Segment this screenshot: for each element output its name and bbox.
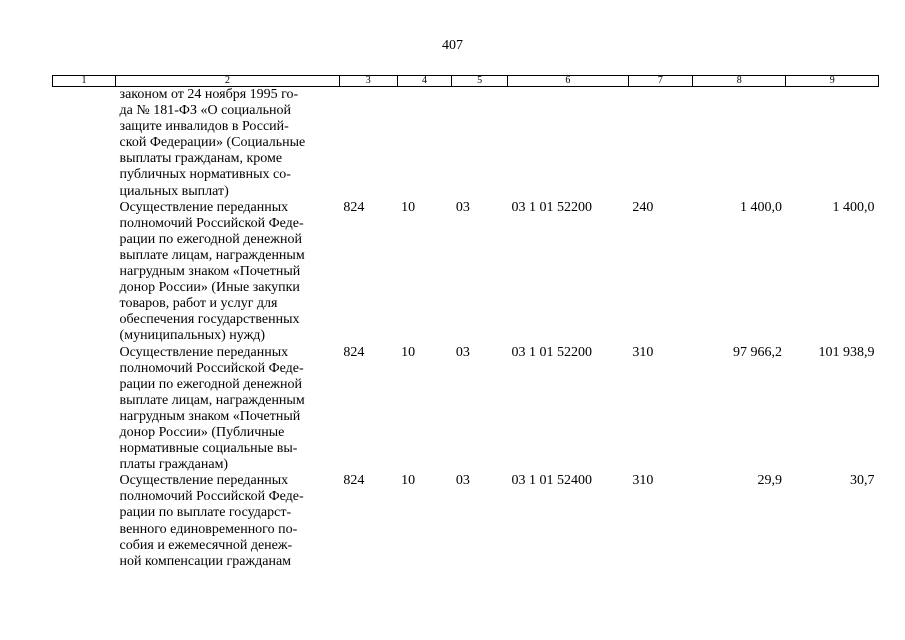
description-line: полномочий Российской Феде- — [119, 489, 304, 505]
row-index-cell — [53, 87, 116, 200]
column-number: 7 — [628, 76, 692, 87]
description-line: да № 181-ФЗ «О социальной — [119, 103, 291, 119]
amount-col9: 1 400,0 — [832, 199, 875, 215]
description-line: рации по ежегодной денежной — [119, 231, 302, 247]
target-article-code: 03 1 01 52200 — [511, 344, 592, 360]
description-line: публичных нормативных со- — [119, 167, 291, 183]
target-article-code: 03 1 01 52200 — [511, 199, 592, 215]
column-number: 8 — [692, 76, 786, 87]
row-description — [116, 87, 340, 200]
subsection-code: 03 — [455, 199, 470, 215]
description-line: выплаты гражданам, кроме — [119, 151, 283, 167]
description-line: собия и ежемесячной денеж- — [119, 537, 293, 553]
description-line: рации по выплате государст- — [119, 505, 292, 521]
description-line: нормативные социальные вы- — [119, 441, 298, 457]
description-line: платы гражданам) — [119, 457, 229, 473]
row-index-cell — [53, 345, 116, 474]
section-code: 10 — [401, 344, 416, 360]
column-number: 1 — [53, 76, 116, 87]
amount-col9: 101 938,9 — [818, 344, 875, 360]
section-code — [397, 87, 452, 200]
section-code: 10 — [401, 473, 416, 489]
column-number: 9 — [786, 76, 879, 87]
amount-col8: 1 400,0 — [739, 199, 782, 215]
amount-col9: 30,7 — [850, 473, 875, 489]
description-line: полномочий Российской Феде- — [119, 215, 304, 231]
row-index-cell — [53, 473, 116, 570]
row-description — [116, 345, 340, 474]
ministry-code — [339, 87, 397, 200]
target-article-code: 03 1 01 52400 — [511, 473, 592, 489]
table-row — [53, 87, 879, 200]
target-article-code — [508, 87, 629, 200]
budget-table — [52, 75, 879, 570]
amount-col8 — [692, 87, 786, 200]
description-line: выплате лицам, награжденным — [119, 392, 305, 408]
amount-col9 — [786, 87, 879, 200]
ministry-code: 824 — [343, 344, 365, 360]
description-line: товаров, работ и услуг для — [119, 296, 278, 312]
column-number-header — [53, 76, 879, 87]
description-line: полномочий Российской Феде- — [119, 360, 304, 376]
ministry-code: 824 — [343, 199, 365, 215]
ministry-code: 824 — [343, 473, 365, 489]
column-number: 5 — [452, 76, 508, 87]
description-line: донор России» (Публичные — [119, 424, 285, 440]
description-line: нагрудным знаком «Почетный — [119, 264, 301, 280]
row-description — [116, 200, 340, 345]
amount-col8: 97 966,2 — [732, 344, 782, 360]
column-number: 6 — [508, 76, 629, 87]
subsection-code: 03 — [455, 473, 470, 489]
description-line: циальных выплат) — [119, 183, 229, 199]
expense-type-code — [628, 87, 692, 200]
description-line: Осуществление переданных — [119, 344, 289, 360]
description-line: выплате лицам, награжденным — [119, 247, 305, 263]
description-line: ной компенсации гражданам — [119, 553, 292, 569]
description-line: Осуществление переданных — [119, 199, 289, 215]
table-row — [53, 473, 879, 570]
expense-type-code: 310 — [632, 344, 654, 360]
row-description — [116, 473, 340, 570]
subsection-code: 03 — [455, 344, 470, 360]
table-row — [53, 200, 879, 345]
description-line: (муниципальных) нужд) — [119, 328, 266, 344]
description-line: законом от 24 ноября 1995 го- — [119, 87, 299, 102]
amount-col8: 29,9 — [757, 473, 782, 489]
expense-type-code: 310 — [632, 473, 654, 489]
subsection-code — [452, 87, 508, 200]
description-line: обеспечения государственных — [119, 312, 300, 328]
page-number: 407 — [442, 38, 463, 53]
description-line: рации по ежегодной денежной — [119, 376, 302, 392]
row-index-cell — [53, 200, 116, 345]
column-number: 4 — [397, 76, 452, 87]
description-line: защите инвалидов в Россий- — [119, 119, 289, 135]
description-line: донор России» (Иные закупки — [119, 280, 300, 296]
expense-type-code: 240 — [632, 199, 654, 215]
description-line: Осуществление переданных — [119, 473, 289, 489]
column-number: 2 — [116, 76, 340, 87]
column-number: 3 — [339, 76, 397, 87]
section-code: 10 — [401, 199, 416, 215]
description-line: венного единовременного по- — [119, 521, 298, 537]
description-line: нагрудным знаком «Почетный — [119, 408, 301, 424]
description-line: ской Федерации» (Социальные — [119, 135, 306, 151]
table-row — [53, 345, 879, 474]
